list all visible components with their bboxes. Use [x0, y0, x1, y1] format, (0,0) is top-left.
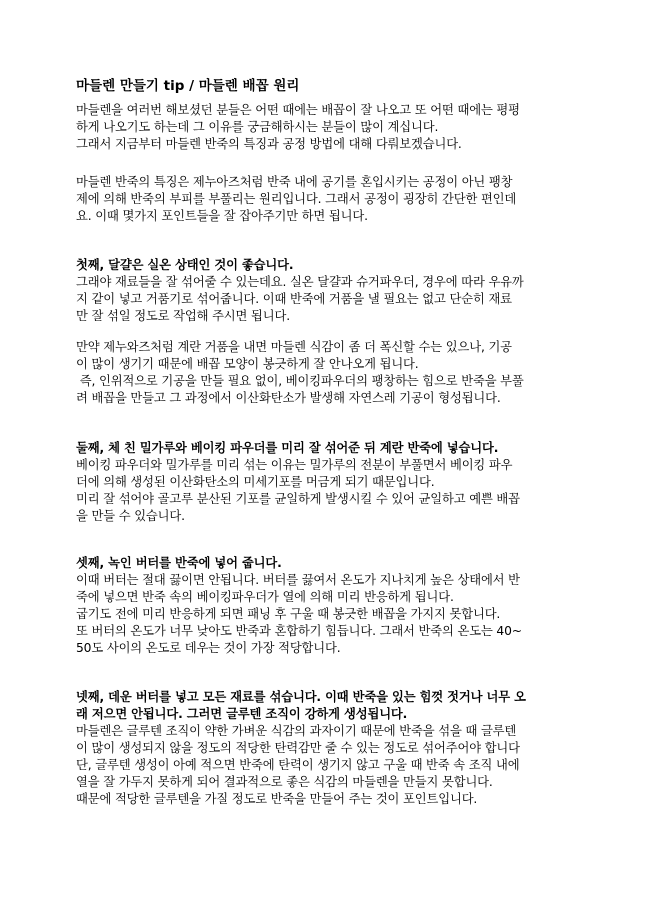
text-line: 그래야 재료들을 잘 섞어줄 수 있는데요. 실온 달걀과 슈거파우더, 경우에 따라 우유까 — [76, 275, 524, 289]
text-line: 하게 나오기도 하는데 그 이유를 궁금해하시는 분들이 많이 계십니다. — [76, 120, 439, 134]
section-2 — [76, 440, 581, 525]
text-line: 미리 잘 섞어야 골고루 분산된 기포를 균일하게 발생시킬 수 있어 균일하고 예쁜 배꼽 — [76, 492, 520, 506]
section-heading: 넷째, 데운 버터를 넣고 모든 재료를 섞습니다. 이때 반죽을 있는 힘껏 젓거나 너무 오 — [76, 690, 526, 704]
text-line: 이 많이 생성되지 않을 정도의 적당한 탄력감만 줄 수 있는 정도로 섞어주어야 합니다 — [76, 741, 520, 755]
section-1 — [76, 257, 581, 325]
section-heading: 둘째, 체 친 밀가루와 베이킹 파우더를 미리 잘 섞어준 뒤 계란 반죽에 넣습니다. — [76, 441, 499, 455]
section-3 — [76, 555, 581, 657]
section-heading: 래 저으면 안됩니다. 그러면 글루텐 조직이 강하게 생성됩니다. — [76, 707, 408, 721]
text-line: 또 버터의 온도가 너무 낮아도 반죽과 혼합하기 힘듭니다. 그래서 반죽의 온도는 40~ — [76, 624, 522, 638]
section-heading: 첫째, 달걀은 실온 상태인 것이 좋습니다. — [76, 258, 294, 272]
text-line: 이때 버터는 절대 끓이면 안됩니다. 버터를 끓여서 온도가 지나치게 높은 상태에서 반 — [76, 573, 520, 587]
text-line: 지 같이 넣고 거품기로 섞어줍니다. 이때 반죽에 거품을 낼 필요는 없고 단순히 재료 — [76, 292, 512, 306]
text-line: 만 잘 섞일 정도로 작업해 주시면 됩니다. — [76, 309, 290, 323]
text-line: 베이킹 파우더와 밀가루를 미리 섞는 이유는 밀가루의 전분이 부풀면서 베이킹 파우 — [76, 458, 513, 472]
text-line: 만약 제누와즈처럼 계란 거품을 내면 마들렌 식감이 좀 더 폭신할 수는 있으나, 기공 — [76, 340, 512, 354]
text-line: 때문에 적당한 글루텐을 가질 정도로 반죽을 만들어 주는 것이 포인트입니다. — [76, 792, 478, 806]
text-line: 마들렌 반죽의 특징은 제누아즈처럼 반죽 내에 공기를 혼입시키는 공정이 아닌 팽창 — [76, 175, 513, 189]
text-line: 굽기도 전에 미리 반응하게 되면 패닝 후 구울 때 봉긋한 배꼽을 가지지 못합니다. — [76, 607, 501, 621]
text-line: 그래서 지금부터 마들렌 반죽의 특징과 공정 방법에 대해 다뤄보겠습니다. — [76, 137, 462, 151]
text-line: 을 만들 수 있습니다. — [76, 509, 185, 523]
text-line: 요. 이때 몇가지 포인트들을 잘 잡아주기만 하면 됩니다. — [76, 209, 368, 223]
section-1-paragraph-2 — [76, 339, 581, 407]
text-line: 죽에 넣으면 반죽 속의 베이킹파우더가 열에 의해 미리 반응하게 됩니다. — [76, 590, 454, 604]
intro-paragraph-2 — [76, 174, 581, 225]
section-heading: 셋째, 녹인 버터를 반죽에 넣어 줍니다. — [76, 556, 282, 570]
text-line: 50도 사이의 온도로 데우는 것이 가장 적당합니다. — [76, 641, 341, 655]
intro-paragraph-1 — [76, 102, 581, 153]
text-line: 마들렌을 여러번 해보셨던 분들은 어떤 때에는 배꼽이 잘 나오고 또 어떤 때에는 평평 — [76, 103, 520, 117]
document-title: 마들렌 만들기 tip / 마들렌 배꼽 원리 — [76, 78, 300, 94]
text-line: 려 배꼽을 만들고 그 과정에서 이산화탄소가 발생해 자연스레 기공이 형성됩니다. — [76, 391, 501, 405]
text-line: 열을 잘 가두지 못하게 되어 결과적으로 좋은 식감의 마들렌을 만들지 못합니다. — [76, 775, 493, 789]
section-4 — [76, 689, 581, 808]
text-line: 더에 의해 생성된 이산화탄소의 미세기포를 머금게 되기 때문입니다. — [76, 475, 435, 489]
text-line: 제에 의해 반죽의 부피를 부풀리는 원리입니다. 그래서 공정이 굉장히 간단한 편인데 — [76, 192, 517, 206]
text-line: 마들렌은 글루텐 조직이 약한 가벼운 식감의 과자이기 때문에 반죽을 섞을 때 글루텐 — [76, 724, 517, 738]
text-line: 이 많이 생기기 때문에 배꼽 모양이 봉긋하게 잘 안나오게 됩니다. — [76, 357, 419, 371]
text-line: 즉, 인위적으로 기공을 만들 필요 없이, 베이킹파우더의 팽창하는 힘으로 반죽을 부풀 — [76, 374, 524, 388]
text-line: 단, 글루텐 생성이 아예 적으면 반죽에 탄력이 생기지 않고 구울 때 반죽 속 조직 내에 — [76, 758, 520, 772]
